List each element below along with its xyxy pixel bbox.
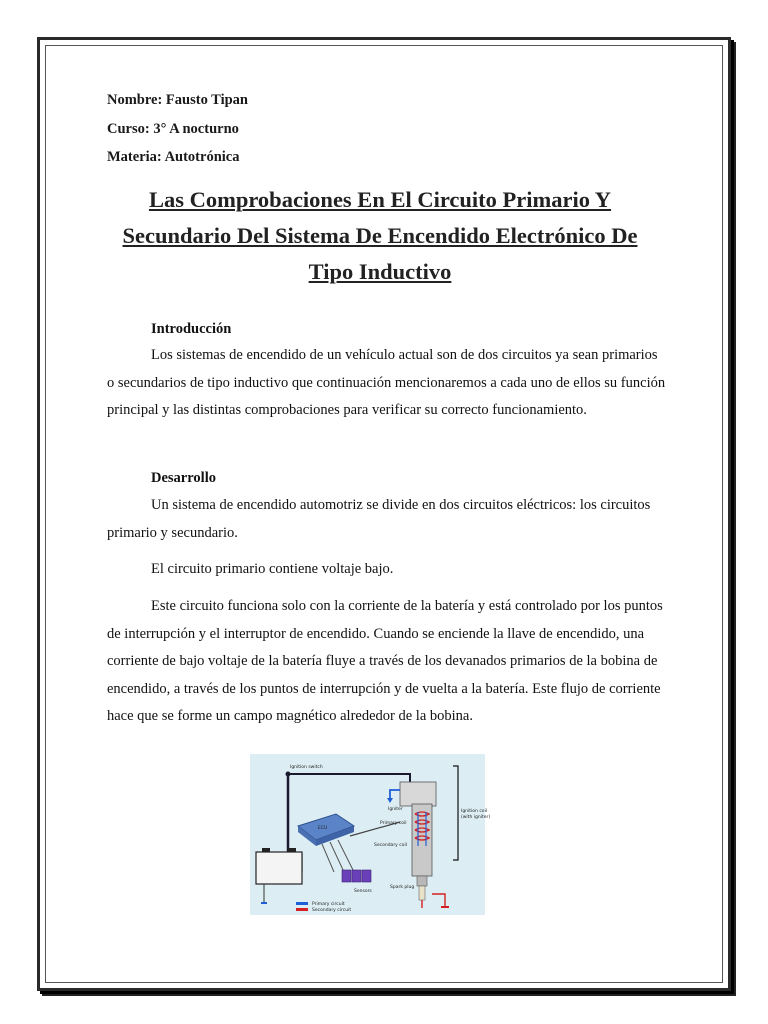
intro-paragraph: Los sistemas de encendido de un vehículo actual son de dos circuitos ya sean primarios o secundarios de tipo inductivo que continuación mencionaremos a cada uno de ellos su función principal y las distintas comprobaciones para verificar su correcto funcionamiento. <box>107 347 666 419</box>
development-paragraph-3: Este circuito funciona solo con la corriente de la batería y está controlado por los puntos de interrupción y el interruptor de encendido. Cuando se enciende la llave de encendido, una corriente de bajo voltaje de la batería fluye a través de los devanados primarios de la bobina de encendido, a través de los puntos de interrupción y de vuelta a la batería. Este flujo de corriente hace que se forme un campo magnético alrededor de la bobina. <box>107 598 663 725</box>
spark-plug-hex-icon <box>417 876 427 886</box>
ignition-system-diagram <box>250 754 491 915</box>
ground-symbol-icon <box>261 902 267 904</box>
title-line-1: Las Comprobaciones En El Circuito Primario Y <box>148 187 612 212</box>
spark-plug-insulator-icon <box>419 886 425 900</box>
ignition-switch-icon <box>286 772 291 777</box>
title-line-3: Tipo Inductivo <box>308 259 452 284</box>
intro-section <box>107 342 667 425</box>
ground-symbol-icon <box>441 906 449 908</box>
sensor-icon <box>362 870 371 882</box>
sensor-icon <box>352 870 361 882</box>
development-section-2 <box>107 556 667 584</box>
title-line-2: Secundario Del Sistema De Encendido Electrónico De <box>122 223 638 248</box>
document-title <box>80 182 680 290</box>
legend-secondary-label: Secondary circuit <box>312 908 352 913</box>
label-sensors: Sensors <box>354 889 372 894</box>
ignition-diagram-svg <box>250 754 491 915</box>
arrow-head-icon <box>387 798 393 803</box>
label-ignition-coil: Ignition coil <box>461 809 488 814</box>
label-igniter: Igniter <box>388 807 403 812</box>
battery-icon <box>256 852 302 884</box>
development-paragraph-1: Un sistema de encendido automotriz se divide en dos circuitos eléctricos: los circuitos primario y secundario. <box>107 497 651 541</box>
intro-heading: Introducción <box>151 321 232 337</box>
legend-primary-label: Primary circuit <box>312 902 345 907</box>
battery-terminal-icon <box>262 848 270 852</box>
development-paragraph-2: El circuito primario contiene voltaje bajo. <box>151 561 394 577</box>
sensor-wires <box>322 840 354 872</box>
label-ecu: ECU <box>318 826 328 831</box>
sensor-icon <box>342 870 351 882</box>
igniter-housing-icon <box>400 782 436 806</box>
legend-primary-swatch <box>296 902 308 905</box>
legend-secondary-swatch <box>296 908 308 911</box>
switch-wire <box>288 774 410 784</box>
development-section-3 <box>107 593 667 731</box>
coil-bracket <box>453 766 458 860</box>
development-section <box>107 492 667 547</box>
student-name: Nombre: Fausto Tipan <box>107 92 248 108</box>
development-heading: Desarrollo <box>151 470 216 486</box>
battery-terminal-icon <box>288 848 296 852</box>
label-with-igniter: (with igniter) <box>461 815 491 820</box>
secondary-ground-wire <box>432 894 445 906</box>
label-primary-coil: Primary coil <box>380 821 407 826</box>
label-spark-plug: Spark plug <box>390 885 415 890</box>
course: Curso: 3° A nocturno <box>107 121 239 137</box>
subject: Materia: Autotrónica <box>107 149 240 165</box>
label-secondary-coil: Secondary coil <box>374 843 407 848</box>
label-ignition-switch: Ignition switch <box>290 765 323 770</box>
